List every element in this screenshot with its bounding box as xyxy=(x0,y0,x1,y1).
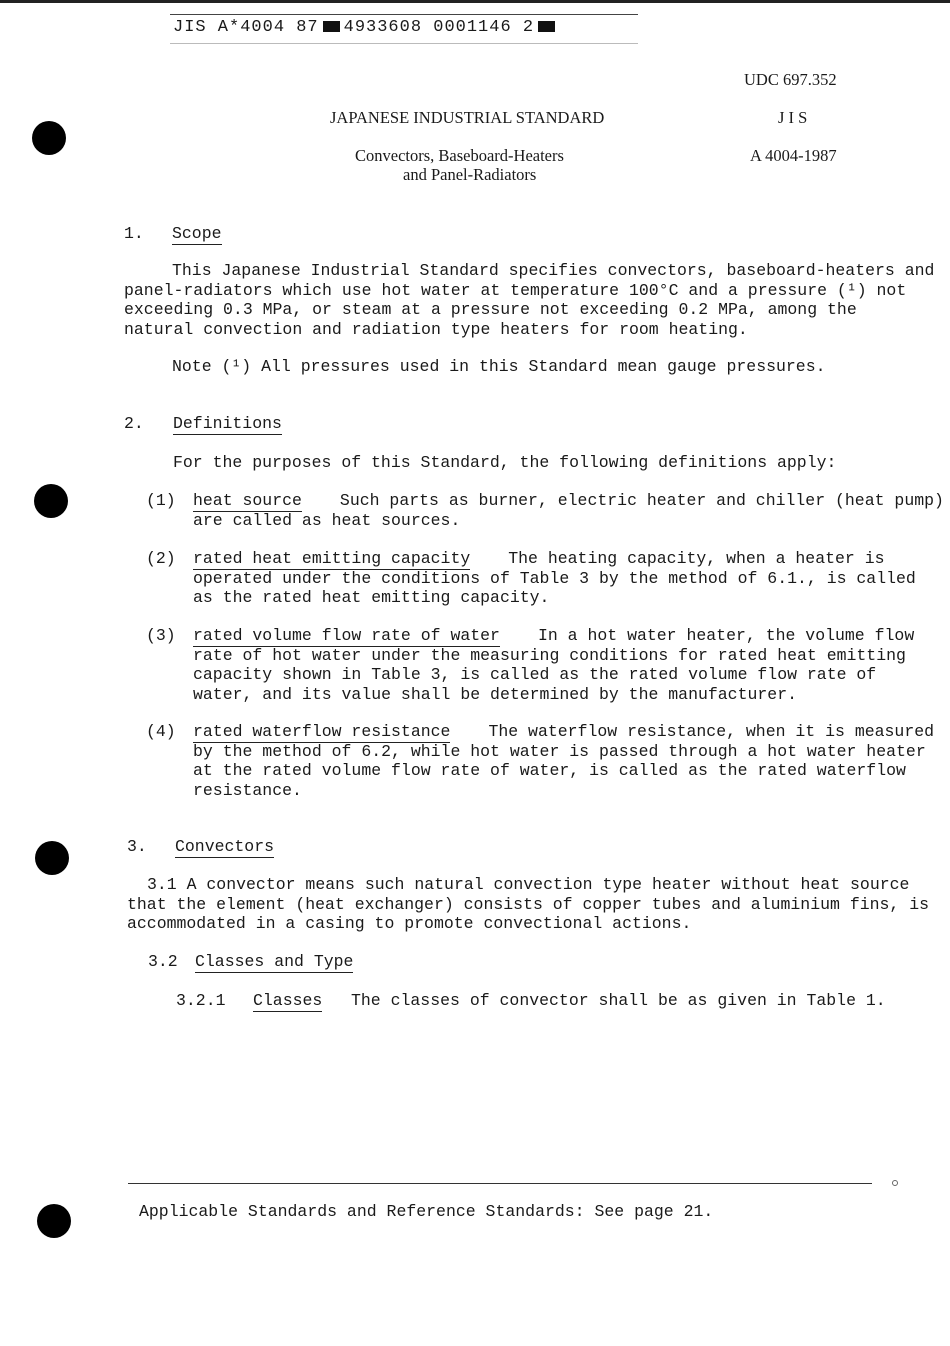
definition-2-number: (2) xyxy=(146,549,176,568)
definition-line: water, and its value shall be determined by the manufacturer. xyxy=(193,684,797,704)
definition-2 xyxy=(193,549,916,608)
punch-hole-icon xyxy=(37,1204,71,1238)
definition-4-number: (4) xyxy=(146,722,176,741)
standard-number: A 4004-1987 xyxy=(750,146,837,165)
udc-number: UDC 697.352 xyxy=(744,70,837,89)
definition-4-term: rated waterflow resistance xyxy=(193,722,451,741)
punch-hole-icon xyxy=(35,841,69,875)
jis-label: J I S xyxy=(778,108,808,127)
clause-3-2-1-title: Classes xyxy=(253,991,323,1010)
scope-line: panel-radiators which use hot water at temperature 100°C and a pressure (¹) not xyxy=(124,280,907,300)
definition-3-text: In a hot water heater, the volume flow xyxy=(537,626,915,645)
definition-3 xyxy=(193,626,914,704)
definition-2-text: The heating capacity, when a heater is xyxy=(508,549,885,568)
section-1-number: 1. xyxy=(124,224,144,243)
code-mid: 4933608 0001146 2 xyxy=(343,18,535,37)
footnote-rule xyxy=(128,1183,872,1184)
definition-4 xyxy=(193,722,934,800)
definition-1-text: Such parts as burner, electric heater and chiller (heat pump) xyxy=(339,491,944,510)
scope-line: natural convection and radiation type heaters for room heating. xyxy=(124,319,748,339)
document-code-header xyxy=(173,18,559,37)
scan-top-edge xyxy=(0,0,950,3)
definition-3-number: (3) xyxy=(146,626,176,645)
punch-hole-icon xyxy=(34,484,68,518)
definition-line: operated under the conditions of Table 3 by the method of 6.1., is called xyxy=(193,568,916,588)
scope-line: This Japanese Industrial Standard specifies convectors, baseboard-heaters and xyxy=(172,261,935,280)
applicable-standards-note: Applicable Standards and Reference Standards: See page 21. xyxy=(139,1202,714,1221)
definition-1-number: (1) xyxy=(146,491,176,510)
section-1-title: Scope xyxy=(172,224,222,243)
definition-1 xyxy=(193,491,944,530)
definition-1-term: heat source xyxy=(193,491,302,510)
definition-line: by the method of 6.2, while hot water is passed through a hot water heater xyxy=(193,741,926,761)
definition-2-term: rated heat emitting capacity xyxy=(193,549,471,568)
definition-3-term: rated volume flow rate of water xyxy=(193,626,500,645)
clause-line: that the element (heat exchanger) consists of copper tubes and aluminium fins, is xyxy=(127,894,930,914)
scope-line: exceeding 0.3 MPa, or steam at a pressure not exceeding 0.2 MPa, among the xyxy=(124,300,857,319)
clause-line: accommodated in a casing to promote convectional actions. xyxy=(127,914,692,933)
definitions-intro: For the purposes of this Standard, the following definitions apply: xyxy=(173,453,837,472)
clause-3-1 xyxy=(127,875,929,934)
section-3-number: 3. xyxy=(127,837,147,856)
scope-paragraph xyxy=(124,261,934,339)
title-line-1: Convectors, Baseboard-Heaters xyxy=(355,146,564,165)
clause-line: 3.1 A convector means such natural convection type heater without heat source xyxy=(147,875,910,894)
black-block-icon xyxy=(538,21,555,32)
clause-3-2-title: Classes and Type xyxy=(195,952,354,971)
punch-hole-icon xyxy=(32,121,66,155)
standard-body: JAPANESE INDUSTRIAL STANDARD xyxy=(330,108,605,127)
small-dot-icon xyxy=(892,1180,898,1186)
definition-line: as the rated heat emitting capacity. xyxy=(193,588,550,607)
section-2-title: Definitions xyxy=(173,414,282,433)
definition-line: resistance. xyxy=(193,780,302,800)
title-line-2: and Panel-Radiators xyxy=(403,165,537,184)
definition-4-text: The waterflow resistance, when it is measured xyxy=(488,722,935,741)
clause-3-2-1-number: 3.2.1 xyxy=(176,991,226,1010)
definition-line: rate of hot water under the measuring conditions for rated heat emitting xyxy=(193,645,906,665)
section-2-number: 2. xyxy=(124,414,144,433)
scope-note: Note (¹) All pressures used in this Standard mean gauge pressures. xyxy=(172,357,826,376)
definition-line: capacity shown in Table 3, is called as the rated volume flow rate of xyxy=(193,665,877,684)
black-block-icon xyxy=(323,21,340,32)
definition-line: at the rated volume flow rate of water, is called as the rated waterflow xyxy=(193,761,906,780)
definition-line: are called as heat sources. xyxy=(193,510,461,530)
header-rule-lower xyxy=(170,43,638,44)
clause-3-2-number: 3.2 xyxy=(148,952,178,971)
header-rule xyxy=(170,14,638,15)
section-3-title: Convectors xyxy=(175,837,275,856)
code-prefix: JIS A*4004 87 xyxy=(173,18,319,37)
clause-3-2-1-text: The classes of convector shall be as given in Table 1. xyxy=(351,991,886,1010)
